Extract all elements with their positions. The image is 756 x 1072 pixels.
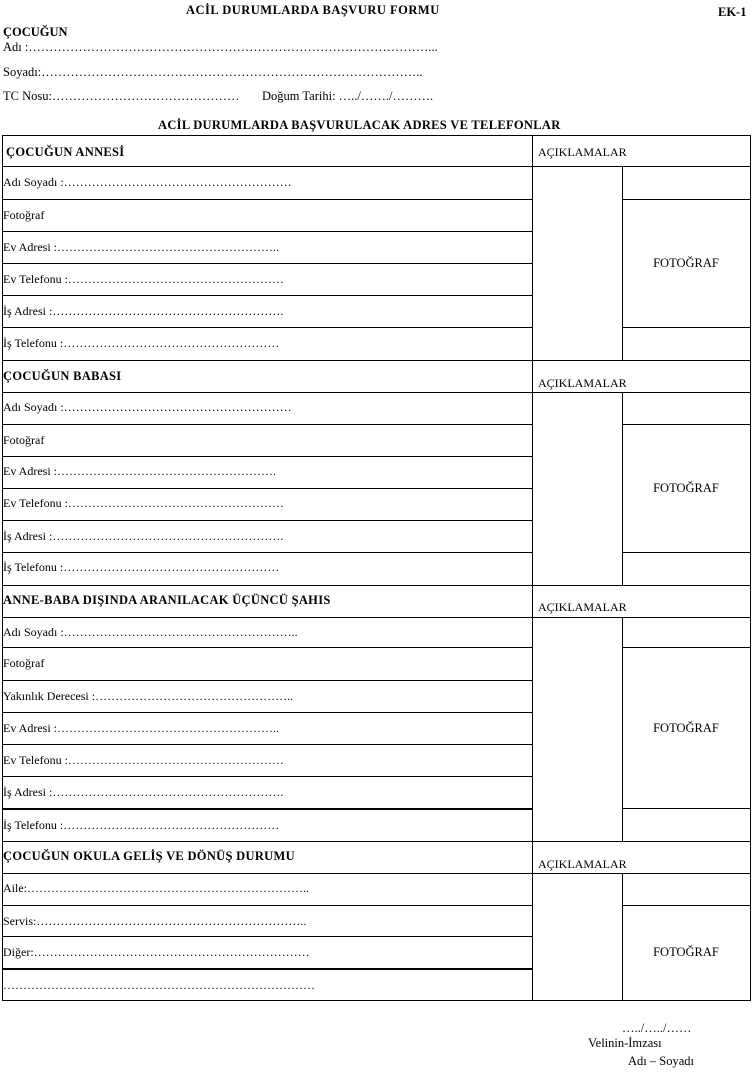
mother-photo-box[interactable]: FOTOĞRAF [653,256,719,270]
mother-notes-label: AÇIKLAMALAR [538,145,627,159]
school-heading: ÇOCUĞUN OKULA GELİŞ VE DÖNÜŞ DURUMU [3,849,295,863]
third-person-home-address-field[interactable]: Ev Adresi :……………………………………………….. [3,721,279,735]
third-person-work-address-field[interactable]: İş Adresi :…………………………………………………. [3,785,284,799]
father-name-field[interactable]: Adı Soyadı :………………………………………………… [3,400,292,414]
third-person-home-phone-field[interactable]: Ev Telefonu :……………………………………………… [3,753,284,767]
father-photo-label: Fotoğraf [3,433,45,447]
child-tc-field[interactable]: TC Nosu:……………………………………… [3,89,240,103]
mother-heading: ÇOCUĞUN ANNESİ [6,145,125,159]
form-code: EK-1 [718,5,747,19]
school-family-field[interactable]: Aile:…………………………………………………………….. [3,881,309,895]
mother-work-address-field[interactable]: İş Adresi :…………………………………………………. [3,304,284,318]
mother-name-field[interactable]: Adı Soyadı :………………………………………………… [3,175,292,189]
third-person-name-field[interactable]: Adı Soyadı :………………………………………………….. [3,625,298,639]
third-person-notes-label: AÇIKLAMALAR [538,600,627,614]
school-other-field[interactable]: Diğer:…………………………………………………………… [3,945,310,959]
school-photo-box[interactable]: FOTOĞRAF [653,945,719,959]
third-person-relation-field[interactable]: Yakınlık Derecesi :………………………………………….. [3,689,294,703]
mother-work-phone-field[interactable]: İş Telefonu :……………………………………………… [3,336,280,350]
school-notes-label: AÇIKLAMALAR [538,857,627,871]
mother-home-phone-field[interactable]: Ev Telefonu :……………………………………………… [3,272,284,286]
section-title: ACİL DURUMLARDA BAŞVURULACAK ADRES VE TELEFONLAR [158,118,561,132]
form-title: ACİL DURUMLARDA BAŞVURU FORMU [186,3,440,17]
mother-home-address-field[interactable]: Ev Adresi :……………………………………………….. [3,240,279,254]
third-person-work-phone-field[interactable]: İş Telefonu :……………………………………………… [3,818,280,832]
father-home-phone-field[interactable]: Ev Telefonu :……………………………………………… [3,496,284,510]
child-heading: ÇOCUĞUN [3,25,68,39]
third-person-photo-label: Fotoğraf [3,656,45,670]
mother-photo-label: Fotoğraf [3,208,45,222]
child-name-field[interactable]: Adı :……………………………………………………………………………………... [3,40,438,54]
third-person-heading: ANNE-BABA DIŞINDA ARANILACAK ÜÇÜNCÜ ŞAHIS [3,593,331,607]
father-work-address-field[interactable]: İş Adresi :…………………………………………………. [3,529,284,543]
child-surname-field[interactable]: Soyadı:……………………………………………………………………………….. [3,65,423,79]
father-photo-box[interactable]: FOTOĞRAF [653,481,719,495]
father-work-phone-field[interactable]: İş Telefonu :……………………………………………… [3,560,280,574]
school-extra-field[interactable]: …………………………………………………………………… [3,978,315,992]
footer-signature-label: Velinin-İmzası [588,1036,662,1050]
father-heading: ÇOCUĞUN BABASI [3,369,122,383]
footer-name-label: Adı – Soyadı [628,1054,694,1068]
third-person-photo-box[interactable]: FOTOĞRAF [653,721,719,735]
child-birthdate-field[interactable]: Doğum Tarihi: …../……./………. [262,89,434,103]
footer-date-field[interactable]: …../…../…… [622,1021,692,1035]
father-notes-label: AÇIKLAMALAR [538,376,627,390]
father-home-address-field[interactable]: Ev Adresi :………………………………………………. [3,464,276,478]
school-service-field[interactable]: Servis:………………………………………………………….. [3,914,307,928]
